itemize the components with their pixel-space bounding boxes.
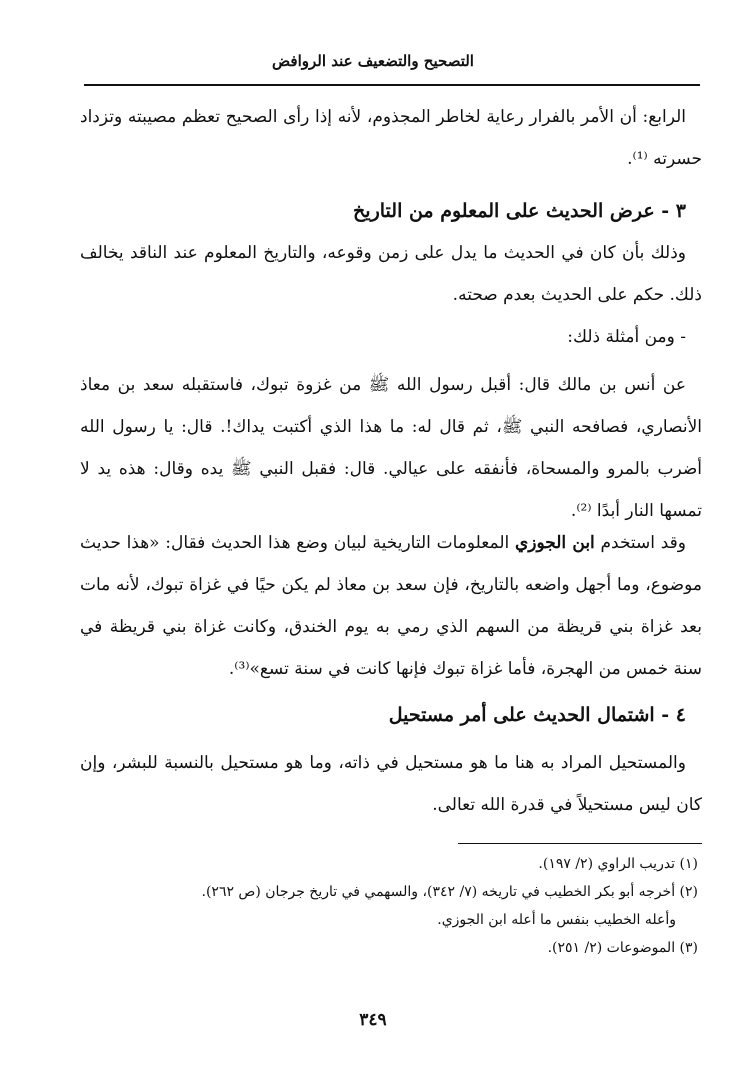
footnotes: [80, 850, 698, 962]
running-title: التصحيح والتضعيف عند الروافض: [272, 52, 474, 70]
paragraph-2: وذلك بأن كان في الحديث ما يدل على زمن وقوعه، والتاريخ المعلوم عند الناقد يخالف ذلك. حكم على الحديث بعدم صحته.: [80, 243, 702, 305]
footnote-3: (٣) الموضوعات (٢/ ٢٥١).: [547, 940, 698, 956]
paragraph-4: عن أنس بن مالك قال: أقبل رسول الله ﷺ من غزوة تبوك، فاستقبله سعد بن معاذ الأنصاري، فصافحه النبي ﷺ، ثم قال له: ما هذا الذي أكتبت يداك!. قال: يا رسول الله أضرب بالمرو والمسحاة، فأنفقه على عيالي. قال: فقبل النبي ﷺ يده وقال: هذه يد لا تمسها النار أبدًا ⁽²⁾.: [80, 375, 702, 521]
author-name: ابن الجوزي: [514, 533, 595, 553]
paragraph-1: الرابع: أن الأمر بالفرار رعاية لخاطر المجذوم، لأنه إذا رأى الصحيح تعظم مصيبته وتزداد حسرته ⁽¹⁾.: [80, 107, 702, 169]
quote-block: [80, 522, 702, 690]
footnote-2-continuation: وأعله الخطيب بنفس ما أعله ابن الجوزي.: [437, 912, 676, 928]
footnote-2: (٢) أخرجه أبو بكر الخطيب في تاريخه (٧/ ٣٤٢)، والسهمي في تاريخ جرجان (ص ٢٦٢).: [201, 884, 698, 900]
section-3: [80, 190, 702, 532]
page-number: ٣٤٩: [359, 1010, 387, 1030]
section-4: [80, 694, 702, 826]
section-heading-3: ٣ - عرض الحديث على المعلوم من التاريخ: [353, 200, 686, 222]
footnote-rule: [458, 843, 702, 844]
section-heading-4: ٤ - اشتمال الحديث على أمر مستحيل: [388, 704, 686, 726]
paragraph-3: - ومن أمثلة ذلك:: [567, 327, 686, 347]
paragraph-5-lead: وقد استخدم: [594, 533, 686, 553]
paragraph-5-rest: المعلومات التاريخية لبيان وضع هذا الحديث فقال: «هذا حديث موضوع، وما أجهل واضعه بالتاريخ، فإن سعد بن معاذ لم يكن حيًا في غزاة تبوك، لأنه مات بعد غزاة بني قريظة من السهم الذي رمي به يوم الخندق، وكانت غزاة بني قريظة في سنة خمس من الهجرة، فأما غزاة تبوك فإنها كانت في سنة تسع»⁽³⁾.: [80, 533, 702, 679]
header-rule: [84, 84, 700, 86]
footnote-1: (١) تدريب الراوي (٢/ ١٩٧).: [538, 856, 698, 872]
paragraph-5: [80, 522, 702, 690]
paragraph-6: والمستحيل المراد به هنا ما هو مستحيل في ذاته، وما هو مستحيل بالنسبة للبشر، وإن كان ليس مستحيلاً في قدرة الله تعالى.: [80, 753, 702, 815]
main-text: [80, 96, 702, 180]
